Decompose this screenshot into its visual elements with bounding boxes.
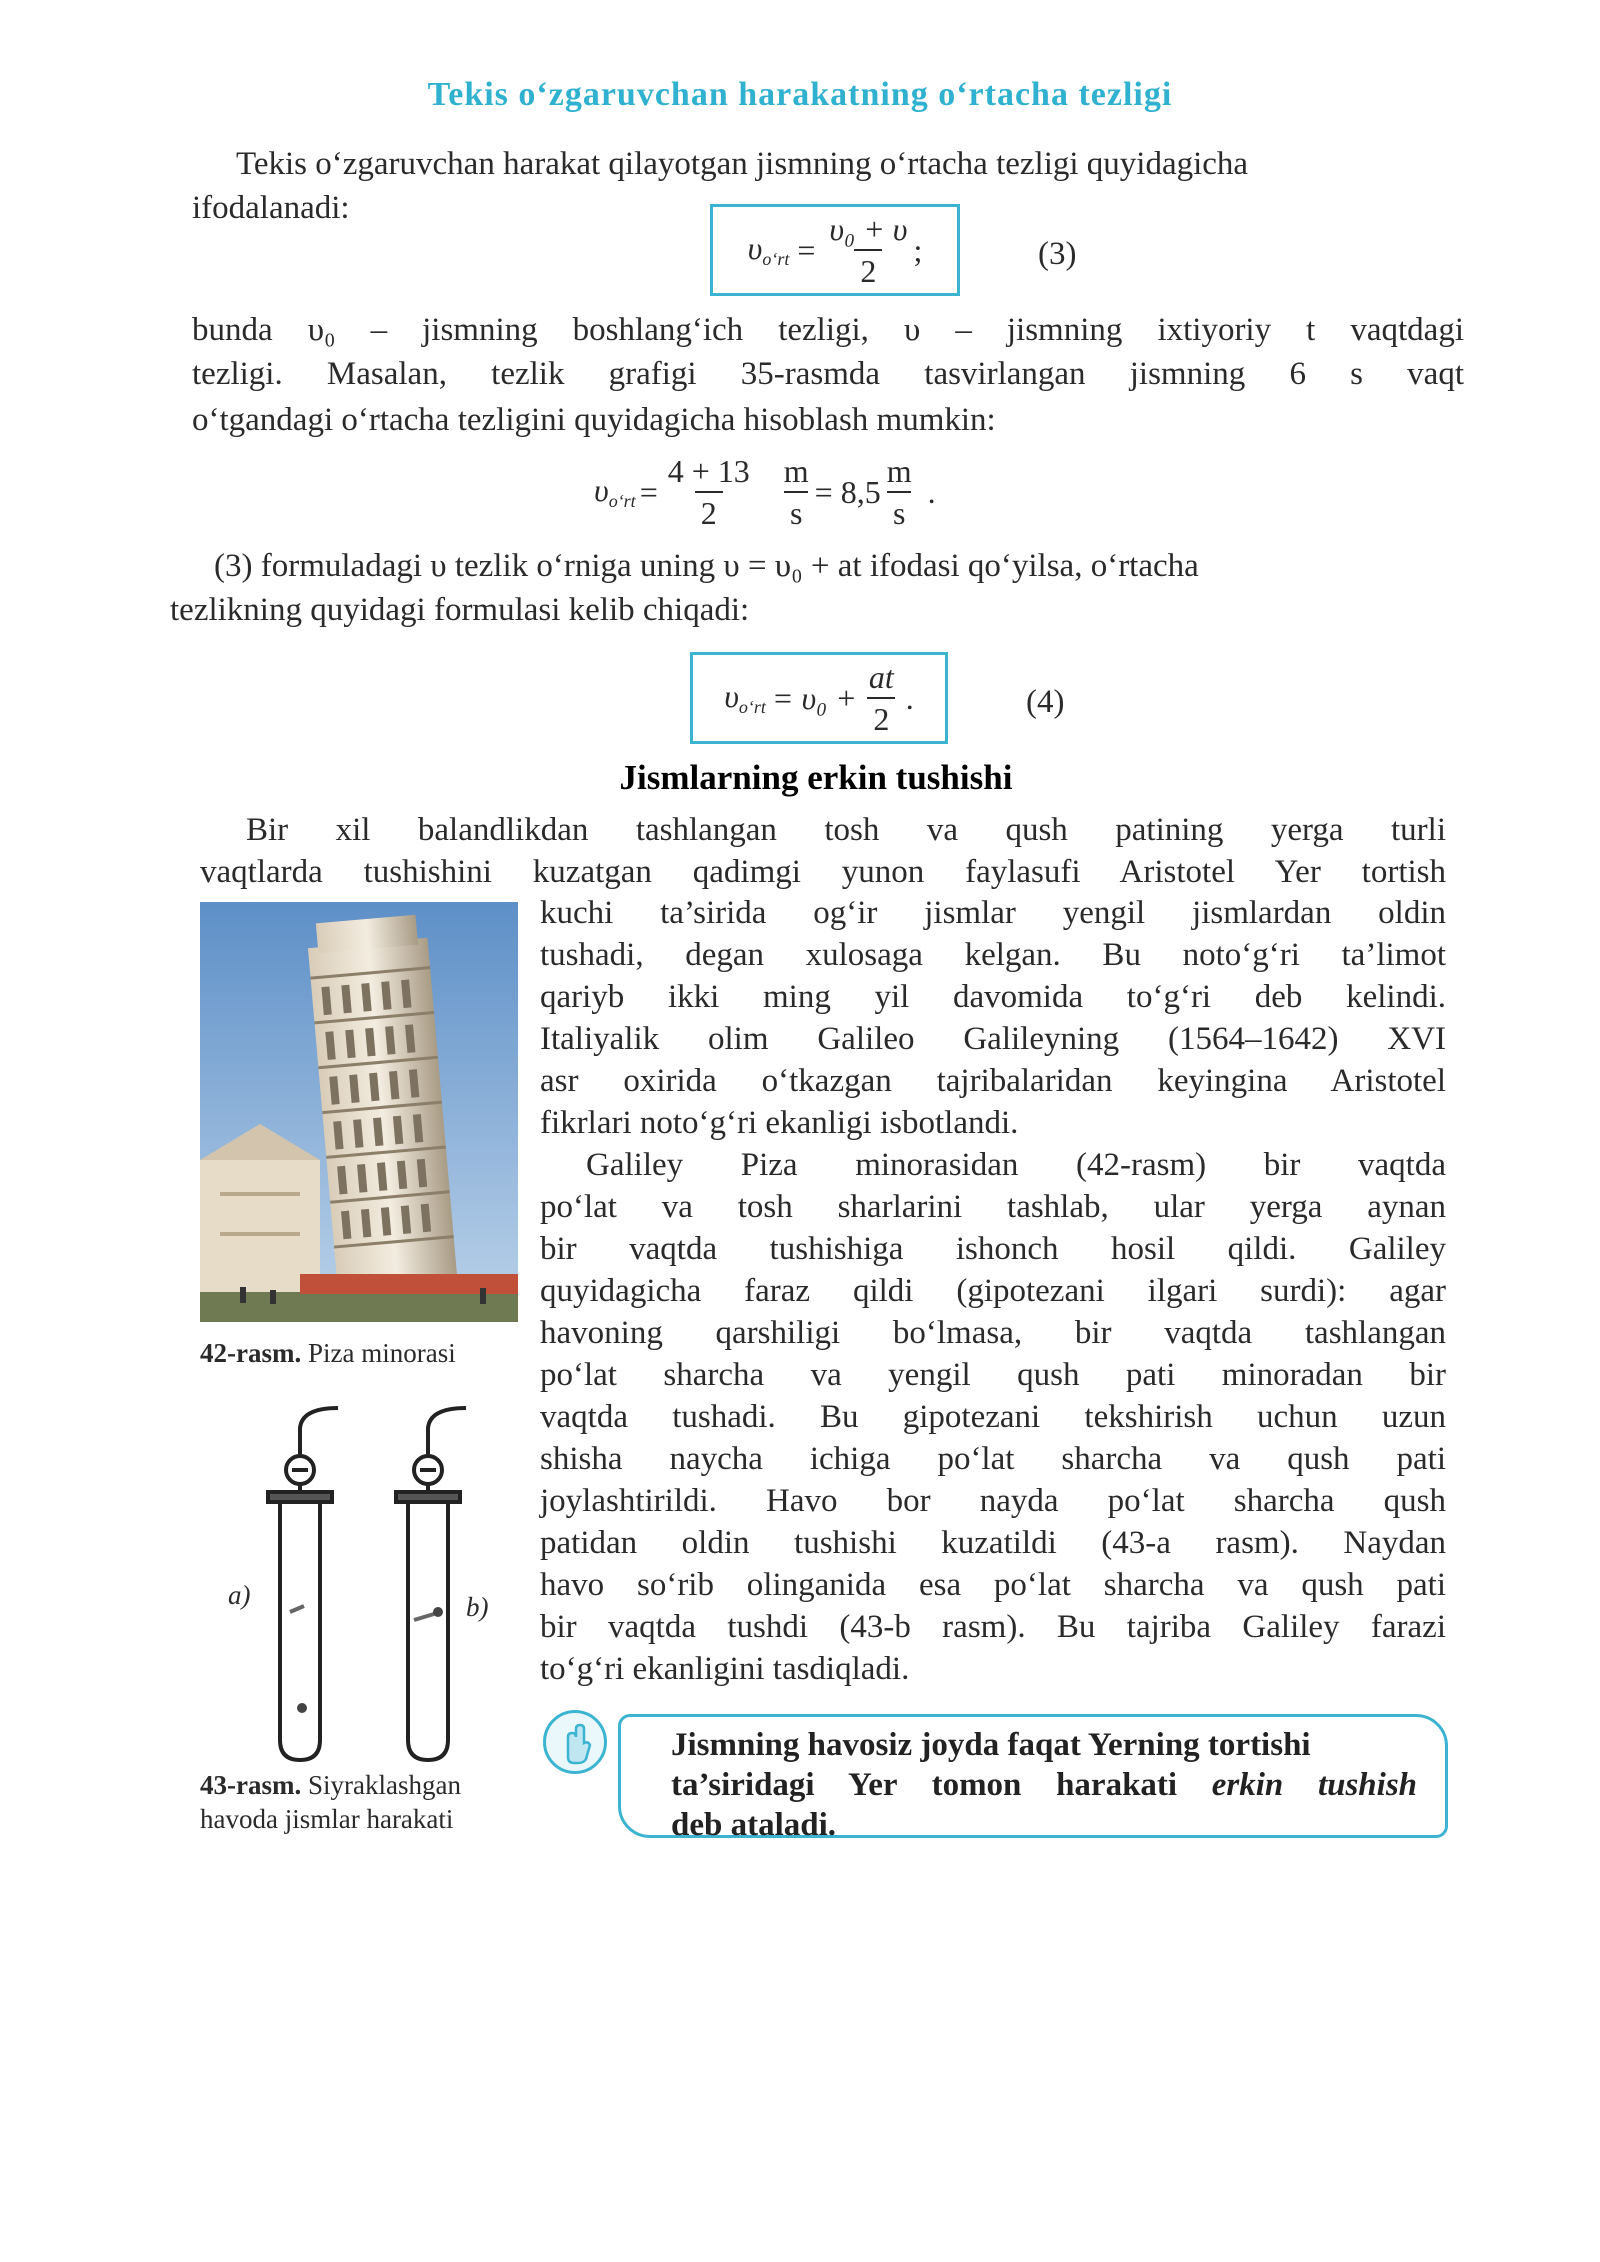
definition-line-1: Jismning havosiz joyda faqat Yerning tortishi bbox=[671, 1727, 1311, 1763]
example-unit: $\frac{m}{s}$ bbox=[783, 453, 809, 531]
formula-3-number: (3) bbox=[1038, 236, 1077, 272]
col-line: havoning qarshiligi bo‘lmasa, bir vaqtda tashlangan bbox=[540, 1315, 1446, 1351]
col-line: fikrlari noto‘g‘ri ekanligi isbotlandi. bbox=[540, 1105, 1019, 1141]
formula-4-fraction: $\frac{at}{2}$ bbox=[868, 659, 894, 737]
hand-pointer-icon bbox=[543, 1710, 607, 1774]
figure-43-caption: 43-rasm. Siyraklashgan havoda jismlar harakati bbox=[200, 1770, 461, 1834]
col-line: Italiyalik olim Galileo Galileyning (1564–1642) XVI bbox=[540, 1021, 1446, 1057]
para2-line-1: bunda υ₀ – jismning boshlang‘ich tezligi, υ – jismning ixtiyoriy t vaqtdagi bbox=[192, 312, 1464, 348]
example-tail: . bbox=[927, 473, 936, 510]
formula-4-box bbox=[690, 652, 948, 744]
col-line: quyidagicha faraz qildi (gipotezani ilgari surdi): agar bbox=[540, 1273, 1446, 1309]
example-result: = 8,5 bbox=[814, 473, 881, 510]
body-lead-2: vaqtlarda tushishini kuzatgan qadimgi yunon faylasufi Aristotel Yer tortish bbox=[200, 854, 1446, 890]
example-lhs: $\upsilon_{o‘rt}$ bbox=[594, 472, 636, 511]
formula-3-eq: = bbox=[797, 231, 816, 268]
formula-4-tail: . bbox=[905, 679, 914, 716]
col-line: po‘lat sharcha va yengil qush pati minoradan bir bbox=[540, 1357, 1446, 1393]
example-fraction: $\frac{4 + 13}{2}$ bbox=[667, 453, 750, 531]
formula-4-number: (4) bbox=[1026, 684, 1065, 720]
section-title: Jismlarning erkin tushishi bbox=[619, 758, 1013, 797]
formula-3-lhs: $\upsilon_{o‘rt}$ bbox=[747, 230, 790, 269]
formula-3-tail: ; bbox=[913, 231, 923, 268]
figure-42-caption: 42-rasm. Piza minorasi bbox=[200, 1338, 456, 1368]
para3-line-2: tezlikning quyidagi formulasi kelib chiqadi: bbox=[170, 592, 750, 628]
col-line: tushadi, degan xulosaga kelgan. Bu noto‘g‘ri ta’limot bbox=[540, 937, 1446, 973]
col-line: po‘lat va tosh sharlarini tashlab, ular yerga aynan bbox=[540, 1189, 1446, 1225]
body-lead-1: Bir xil balandlikdan tashlangan tosh va qush patining yerga turli bbox=[246, 812, 1446, 848]
figure-43-label-a: a) bbox=[228, 1580, 251, 1610]
col-line: bir vaqtda tushdi (43-b rasm). Bu tajriba Galiley farazi bbox=[540, 1609, 1446, 1645]
col-line: to‘g‘ri ekanligini tasdiqladi. bbox=[540, 1651, 910, 1687]
col-line: kuchi ta’sirida og‘ir jismlar yengil jismlardan oldin bbox=[540, 895, 1446, 931]
formula-3-fraction: $\frac{\text{υ₀ + υ}}{2}$ bbox=[829, 211, 908, 289]
col-line: vaqtda tushadi. Bu gipotezani tekshirish uchun uzun bbox=[540, 1399, 1446, 1435]
para2-line-2: tezligi. Masalan, tezlik grafigi 35-rasmda tasvirlangan jismning 6 s vaqt bbox=[192, 356, 1464, 392]
col-line: havo so‘rib olinganida esa po‘lat sharcha va qush pati bbox=[540, 1567, 1446, 1603]
col-line: bir vaqtda tushishiga ishonch hosil qildi. Galiley bbox=[540, 1231, 1446, 1267]
col-line: shisha naycha ichiga po‘lat sharcha va qush pati bbox=[540, 1441, 1446, 1477]
para3-line-1: (3) formuladagi υ tezlik o‘rniga uning υ = υ₀ + at ifodasi qo‘yilsa, o‘rtacha bbox=[214, 548, 1199, 584]
example-result-unit: $\frac{m}{s}$ bbox=[886, 453, 912, 531]
body-column bbox=[540, 892, 1446, 1690]
formula-3-box bbox=[710, 204, 960, 296]
col-line: patidan oldin tushishi kuzatildi (43-a rasm). Naydan bbox=[540, 1525, 1446, 1561]
section-heading: Tekis o‘zgaruvchan harakatning o‘rtacha tezligi bbox=[427, 76, 1173, 113]
example-eq: = bbox=[639, 473, 658, 510]
definition-line-3: deb ataladi. bbox=[671, 1807, 837, 1843]
col-line: asr oxirida o‘tkazgan tajribalaridan keyingina Aristotel bbox=[540, 1063, 1446, 1099]
definition-line-2: ta’siridagi Yer tomon harakati erkin tushish bbox=[671, 1767, 1418, 1803]
col-line: joylashtirildi. Havo bor nayda po‘lat sharcha qush bbox=[540, 1483, 1446, 1519]
figure-42-image bbox=[200, 902, 518, 1322]
formula-4-lhs: $\upsilon_{o‘rt}$ bbox=[724, 678, 766, 717]
intro-line-2: ifodalanadi: bbox=[192, 190, 350, 226]
figure-43-image bbox=[220, 1400, 520, 1770]
col-line: qariyb ikki ming yil davomida to‘g‘ri deb kelindi. bbox=[540, 979, 1446, 1015]
intro-line-1: Tekis o‘zgaruvchan harakat qilayotgan jismning o‘rtacha tezligi quyidagicha bbox=[236, 146, 1249, 182]
definition-box bbox=[618, 1714, 1448, 1843]
col-line: Galiley Piza minorasidan (42-rasm) bir vaqtda bbox=[586, 1147, 1446, 1183]
para2-line-3: o‘tgandagi o‘rtacha tezligini quyidagicha hisoblash mumkin: bbox=[192, 402, 996, 438]
formula-4-eq: = υ₀ + bbox=[771, 679, 857, 716]
example-equation bbox=[594, 452, 1054, 532]
figure-43-label-b: b) bbox=[466, 1592, 489, 1622]
